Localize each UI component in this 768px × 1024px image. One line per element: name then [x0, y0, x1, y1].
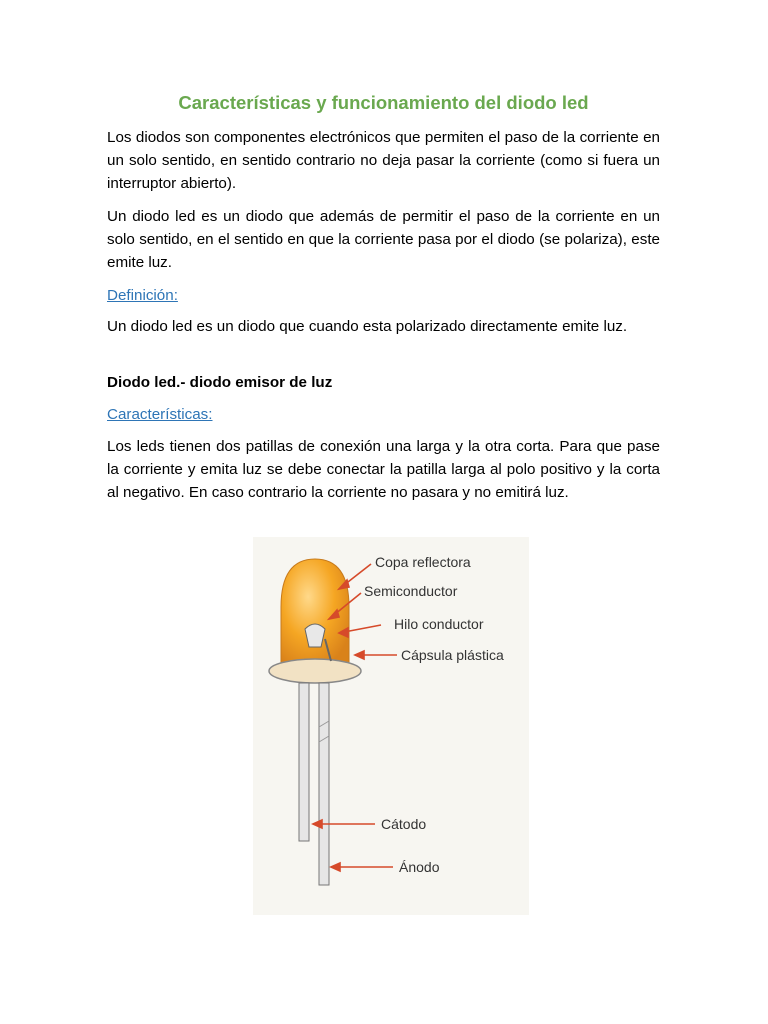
heading-caracteristicas-link[interactable]: Características:: [107, 406, 213, 423]
heading-definicion-link[interactable]: Definición:: [107, 287, 178, 304]
label-capsula: Cápsula plástica: [401, 647, 504, 663]
label-semiconductor: Semiconductor: [364, 583, 458, 599]
cathode-lead: [299, 683, 309, 841]
paragraph-1: Los diodos son componentes electrónicos que permiten el paso de la corriente en un solo sentido, en sentido contrario no deja pasar la corriente (como si fuera un interruptor abierto).: [107, 129, 660, 192]
paragraph-2: Un diodo led es un diodo que además de permitir el paso de la corriente en un solo sentido, en el sentido en que la corriente pasa por el diodo (se polariza), este emite luz.: [107, 208, 660, 271]
page-title: Características y funcionamiento del diodo led: [178, 92, 589, 113]
anode-lead: [319, 683, 329, 885]
led-dome: [281, 559, 349, 667]
label-catodo: Cátodo: [381, 816, 427, 832]
led-base-ring: [269, 659, 361, 683]
paragraph-4: Los leds tienen dos patillas de conexión una larga y la otra corta. Para que pase la corriente y emita luz se debe conectar la patilla larga al polo positivo y la corta al negativo. En caso contrario la corriente no pasara y no emitirá luz.: [107, 438, 660, 501]
label-anodo: Ánodo: [399, 859, 440, 875]
bold-definition-line: Diodo led.- diodo emisor de luz: [107, 374, 333, 391]
label-copa: Copa reflectora: [375, 554, 471, 570]
led-diagram: [253, 537, 529, 915]
label-hilo: Hilo conductor: [394, 616, 484, 632]
paragraph-3: Un diodo led es un diodo que cuando esta polarizado directamente emite luz.: [107, 318, 628, 335]
